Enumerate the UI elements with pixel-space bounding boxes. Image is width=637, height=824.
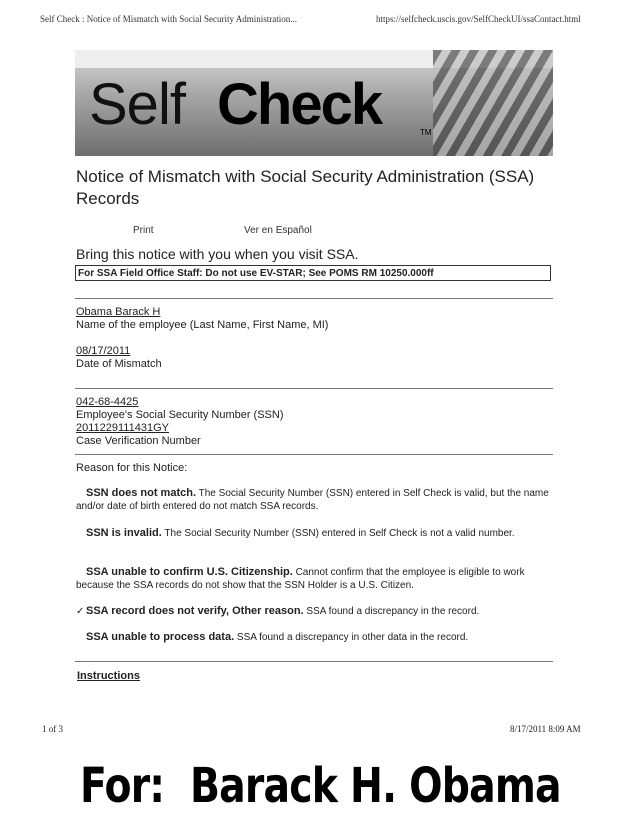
spanish-link[interactable]: Ver en Español xyxy=(244,225,312,236)
selfcheck-banner xyxy=(75,50,553,156)
mismatch-date-label: Date of Mismatch xyxy=(76,358,162,370)
employee-name-label: Name of the employee (Last Name, First Name, MI) xyxy=(76,319,329,331)
divider xyxy=(75,298,553,299)
reason-item: SSA unable to process data. SSA found a discrepancy in other data in the record. xyxy=(86,631,469,643)
ssn-label: Employee's Social Security Number (SSN) xyxy=(76,409,284,421)
instructions-link[interactable]: Instructions xyxy=(77,670,140,682)
page-url: https://selfcheck.uscis.gov/SelfCheckUI/ssaContact.html xyxy=(376,14,581,24)
case-number-label: Case Verification Number xyxy=(76,435,201,447)
logo-check: Check xyxy=(217,72,382,137)
bring-notice-text: Bring this notice with you when you visit SSA. xyxy=(76,246,359,262)
staff-instruction-box: For SSA Field Office Staff: Do not use EV-STAR; See POMS RM 10250.000ff xyxy=(75,265,551,281)
divider xyxy=(75,388,553,389)
reason-item: SSA unable to confirm U.S. Citizenship. Cannot confirm that the employee is eligible to work because the SSA records do not show that the SSN Holder is a U.S. Citizen. xyxy=(76,566,525,591)
reason-item: ✓ SSA record does not verify, Other reason. SSA found a discrepancy in the record. xyxy=(76,605,480,617)
reason-checkmark: ✓ xyxy=(76,606,85,617)
logo-self: Self xyxy=(89,72,185,137)
print-link[interactable]: Print xyxy=(133,225,154,236)
divider xyxy=(75,661,553,662)
employee-name: Obama Barack H xyxy=(76,306,161,318)
mismatch-date: 08/17/2011 xyxy=(76,345,131,357)
trademark: TM xyxy=(420,128,432,137)
notice-title: Notice of Mismatch with Social Security Administration (SSA) Records xyxy=(76,167,535,208)
ssn-value: 042-68-4425 xyxy=(76,396,139,408)
reason-item: SSN is invalid. The Social Security Number (SSN) entered in Self Check is not a valid number. xyxy=(86,527,515,539)
page-title: Self Check : Notice of Mismatch with Social Security Administration... xyxy=(40,14,297,24)
divider xyxy=(75,454,553,455)
reason-heading: Reason for this Notice: xyxy=(76,462,188,474)
print-datetime: 8/17/2011 8:09 AM xyxy=(510,724,581,734)
caption-text: For: Barack H. Obama xyxy=(80,758,561,814)
page-number: 1 of 3 xyxy=(42,724,63,734)
case-number: 2011229111431GY xyxy=(76,422,169,434)
reason-item: SSN does not match. The Social Security Number (SSN) entered in Self Check is valid, but the name and/or date of birth entered do not match SSA records. xyxy=(76,487,549,512)
flag-graphic xyxy=(433,50,553,156)
